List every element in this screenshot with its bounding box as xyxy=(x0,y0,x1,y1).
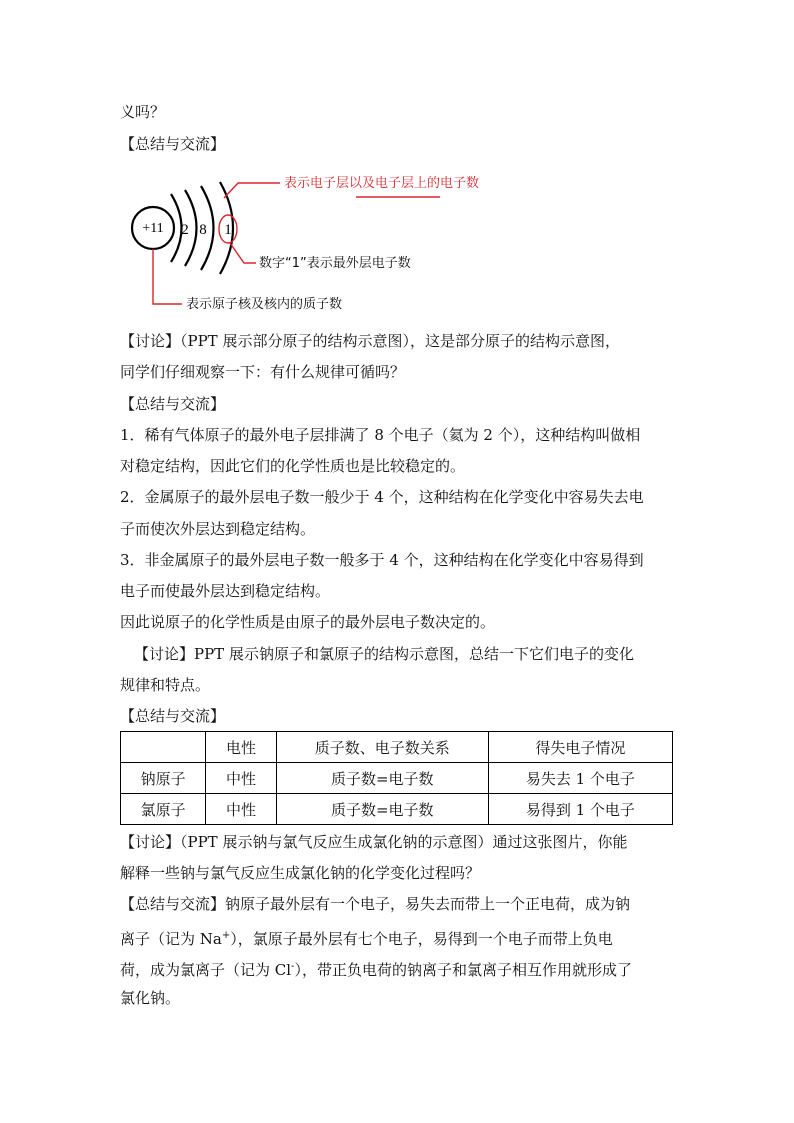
text-line: 电子而使最外层达到稳定结构。 xyxy=(120,582,331,600)
text-line: 2．金属原子的最外层电子数一般少于 4 个，这种结构在化学变化中容易失去电 xyxy=(120,488,644,506)
text-line: 同学们仔细观察一下：有什么规律可循吗？ xyxy=(120,363,406,381)
table-row xyxy=(121,794,673,825)
leader-line-shells xyxy=(224,183,280,198)
table-header-row xyxy=(121,732,673,763)
chloride-ion-charge: - xyxy=(291,961,295,972)
text-line xyxy=(120,926,613,949)
text-line: 解释一些钠与氯气反应生成氯化钠的化学变化过程吗？ xyxy=(120,864,481,882)
leader-line-nucleus xyxy=(153,249,182,304)
table-header-cell: 电性 xyxy=(206,732,276,763)
table-cell: 易得到 1 个电子 xyxy=(488,794,672,825)
section-heading: 【总结与交流】 xyxy=(120,135,226,153)
table-header-cell xyxy=(121,732,206,763)
atom-comparison-table xyxy=(120,731,673,825)
text-line: 【总结与交流】钠原子最外层有一个电子，易失去而带上一个正电荷，成为钠 xyxy=(120,895,631,913)
shell-count-3: 1 xyxy=(224,222,232,238)
label-outer: 数字“1”表示最外层电子数 xyxy=(259,256,411,271)
text-line: 1．稀有气体原子的最外电子层排满了 8 个电子（氦为 2 个），这种结构叫做相 xyxy=(120,426,641,444)
shell-arc-1 xyxy=(171,194,182,262)
sodium-ion-charge: + xyxy=(221,930,231,941)
table-header-cell: 质子数、电子数关系 xyxy=(276,732,488,763)
text-line: 3．非金属原子的最外层电子数一般多于 4 个，这种结构在化学变化中容易得到 xyxy=(120,551,644,569)
table-cell: 易失去 1 个电子 xyxy=(488,763,672,794)
table-cell: 质子数=电子数 xyxy=(276,763,488,794)
text-fragment: 离子（记为 Na xyxy=(120,930,222,948)
text-fragment: ），氯原子最外层有七个电子，易得到一个电子而带上负电 xyxy=(230,930,613,948)
shell-count-2: 8 xyxy=(199,222,207,238)
table-cell: 中性 xyxy=(206,763,276,794)
text-line: 因此说原子的化学性质是由原子的最外层电子数决定的。 xyxy=(120,613,496,631)
leader-line-outer xyxy=(230,243,256,263)
table-cell: 钠原子 xyxy=(121,763,206,794)
text-line: 规律和特点。 xyxy=(120,676,211,694)
shell-count-1: 2 xyxy=(181,222,189,238)
text-line: 对稳定结构，因此它们的化学性质也是比较稳定的。 xyxy=(120,457,466,475)
table-header-cell: 得失电子情况 xyxy=(488,732,672,763)
text-fragment: ），带正负电荷的钠离子和氯离子相互作用就形成了 xyxy=(294,961,632,979)
label-shells: 表示电子层以及电子层上的电子数 xyxy=(284,176,480,191)
text-line: 子而使次外层达到稳定结构。 xyxy=(120,520,316,538)
nucleus-charge: +11 xyxy=(142,221,164,236)
text-line xyxy=(120,957,632,980)
table-row xyxy=(121,763,673,794)
table-cell: 质子数=电子数 xyxy=(276,794,488,825)
text-line: 【讨论】（PPT 展示钠与氯气反应生成氯化钠的示意图）通过这张图片，你能 xyxy=(120,833,628,851)
text-line: 义吗？ xyxy=(120,103,166,121)
table-cell: 氯原子 xyxy=(121,794,206,825)
sodium-atom-structure-diagram xyxy=(120,166,540,316)
text-line: 氯化钠。 xyxy=(120,989,181,1007)
section-heading: 【总结与交流】 xyxy=(120,707,226,725)
label-nucleus: 表示原子核及核内的质子数 xyxy=(186,297,343,312)
table-cell: 中性 xyxy=(206,794,276,825)
text-fragment: 荷，成为氯离子（记为 Cl xyxy=(120,961,292,979)
text-line: 【讨论】PPT 展示钠原子和氯原子的结构示意图，总结一下它们电子的变化 xyxy=(134,645,634,663)
section-heading: 【总结与交流】 xyxy=(120,395,226,413)
text-line: 【讨论】（PPT 展示部分原子的结构示意图），这是部分原子的结构示意图， xyxy=(120,332,620,350)
